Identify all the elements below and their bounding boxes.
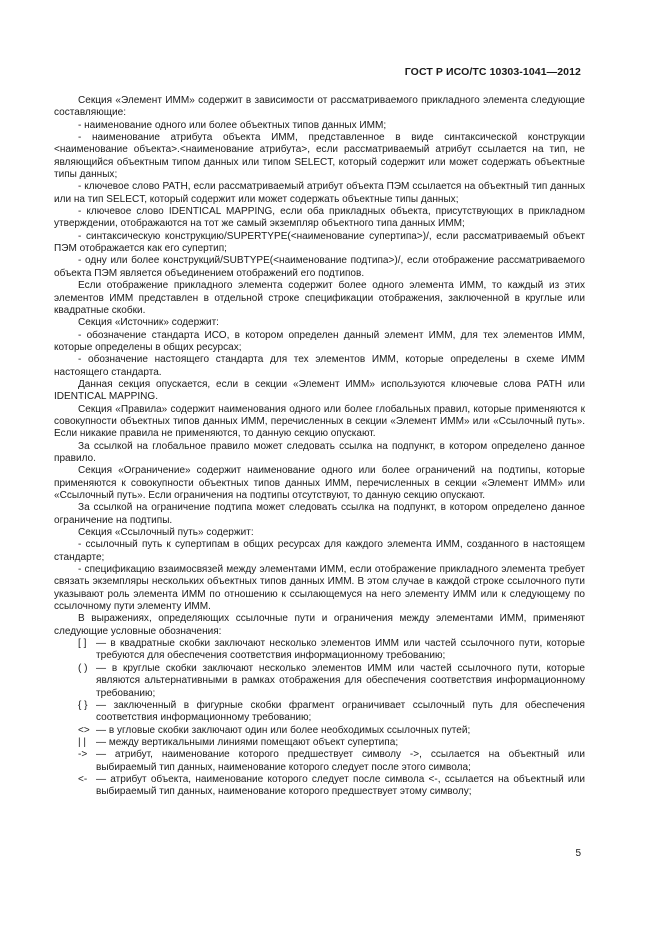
notation-item (54, 737, 585, 749)
notation-description: — заключенный в фигурные скобки фрагмент ограничивает ссылочный путь для обеспечения соответствия информационному требованию; (96, 699, 585, 724)
notation-description: — в угловые скобки заключают один или более необходимых ссылочных путей; (96, 724, 471, 736)
notation-symbol: -> (78, 749, 88, 761)
document-header: ГОСТ Р ИСО/ТС 10303-1041—2012 (404, 66, 581, 78)
body-text (54, 95, 585, 799)
notation-item (54, 725, 585, 737)
notation-item (54, 749, 585, 774)
paragraph: За ссылкой на ограничение подтипа может следовать ссылка на подпункт, в котором определено данное ограничение на подтипы. (54, 502, 585, 526)
notation-description: — между вертикальными линиями помещают объект супертипа; (96, 736, 399, 748)
paragraph: За ссылкой на глобальное правило может следовать ссылка на подпункт, в котором определено данное правило. (54, 440, 585, 464)
paragraph: Секция «Ограничение» содержит наименование одного или более ограничений на подтипы, которые применяются к совокупности объектных типов данных ИММ, перечисленных в секции «Элемент ИММ» или «Ссылочный путь». Если ограничения на подтипы отсутствуют, то данную секцию опускают. (54, 465, 585, 501)
notation-symbol: | | (78, 736, 87, 748)
list-item: - наименование атрибута объекта ИММ, представленное в виде синтаксической конструкции <наименование объекта>.<наименование атрибута>, если рассматриваемый атрибут ссылается на тип, не являющийся объектным типом данных или типом SELECT, который содержит или может содержать объектные типы данных; (54, 132, 585, 181)
notation-description: — в квадратные скобки заключают несколько элементов ИММ или частей ссылочного пути, которые требуются для обеспечения соответствия информационному требованию; (96, 638, 585, 662)
notation-description: — в круглые скобки заключают несколько элементов ИММ или частей ссылочного пути, которые являются альтернативными в рамках отображения для обеспечения соответствия информационному требованию; (96, 662, 585, 699)
list-item: - обозначение настоящего стандарта для тех элементов ИММ, которые определены в схеме ИММ настоящего стандарта. (54, 354, 585, 378)
paragraph: В выражениях, определяющих ссылочные пути и ограничения между элементами ИММ, применяют следующие условные обозначения: (54, 613, 585, 637)
list-item: - ссылочный путь к супертипам в общих ресурсах для каждого элемента ИММ, созданного в настоящем стандарте; (54, 539, 585, 563)
notation-description: — атрибут, наименование которого предшествует символу ->, ссылается на объектный или выбираемый тип данных, наименование которого следует после этого символа; (96, 749, 585, 773)
notation-symbol: <> (78, 724, 90, 736)
list-item: - обозначение стандарта ИСО, в котором определен данный элемент ИММ, для тех элементов ИММ, которые определены в общих ресурсах; (54, 329, 585, 353)
notation-symbol: <- (78, 773, 88, 785)
paragraph: Секция «Ссылочный путь» содержит: (78, 527, 254, 539)
notation-symbol: ( ) (78, 662, 88, 674)
list-item: - ключевое слово IDENTICAL MAPPING, если оба прикладных объекта, присутствующих в прикладном утверждении, отображаются на тот же самый экземпляр объектного типа данных ИММ; (54, 206, 585, 230)
notation-item (54, 700, 585, 725)
notation-item (54, 638, 585, 663)
list-item: - ключевое слово PATH, если рассматриваемый атрибут объекта ПЭМ ссылается на объектный тип данных или на тип SELECT, который содержит или может содержать объектные типы данных; (54, 181, 585, 205)
paragraph: Секция «Элемент ИММ» содержит в зависимости от рассматриваемого прикладного элемента следующие составляющие: (54, 95, 585, 119)
notation-symbol: [ ] (78, 638, 87, 650)
page-number: 5 (575, 848, 581, 859)
notation-item (54, 774, 585, 799)
notation-item (54, 663, 585, 700)
list-item: - синтаксическую конструкцию/SUPERTYPE(<наименование супертипа>)/, если рассматриваемый объект ПЭМ отображается как его супертип; (54, 230, 585, 255)
paragraph: Если отображение прикладного элемента содержит более одного элемента ИММ, то каждый из этих элементов ИММ представлен в отдельной строке спецификации отображения, заключенной в круглые или квадратные скобки. (54, 280, 585, 316)
paragraph: Секция «Источник» содержит: (78, 317, 219, 329)
list-item: - одну или более конструкций/SUBTYPE(<наименование подтипа>)/, если отображение рассматриваемого объекта ПЭМ является объединением отображений его подтипов. (54, 255, 585, 279)
paragraph: Секция «Правила» содержит наименования одного или более глобальных правил, которые применяются к совокупности объектных типов данных ИММ, перечисленных в секции «Элемент ИММ» или «Ссылочный путь». Если никакие правила не применяются, то данную секцию опускают. (54, 403, 585, 440)
paragraph: Данная секция опускается, если в секции «Элемент ИММ» используются ключевые слова PATH или IDENTICAL MAPPING. (54, 378, 585, 403)
list-item: - спецификацию взаимосвязей между элементами ИММ, если отображение прикладного элемента требует связать экземпляры нескольких объектных типов данных ИММ. В этом случае в каждой строке ссылочного пути указывают роль элемента ИММ по отношению к ссылающемуся на него элементу ИММ или к следующему по ссылочному пути элементу ИММ. (54, 564, 585, 613)
notation-symbol: { } (78, 699, 88, 711)
notation-description: — атрибут объекта, наименование которого следует после символа <-, ссылается на объектный или выбираемый тип данных, наименование которого предшествует этому символу; (96, 773, 585, 798)
list-item: - наименование одного или более объектных типов данных ИММ; (78, 119, 387, 131)
